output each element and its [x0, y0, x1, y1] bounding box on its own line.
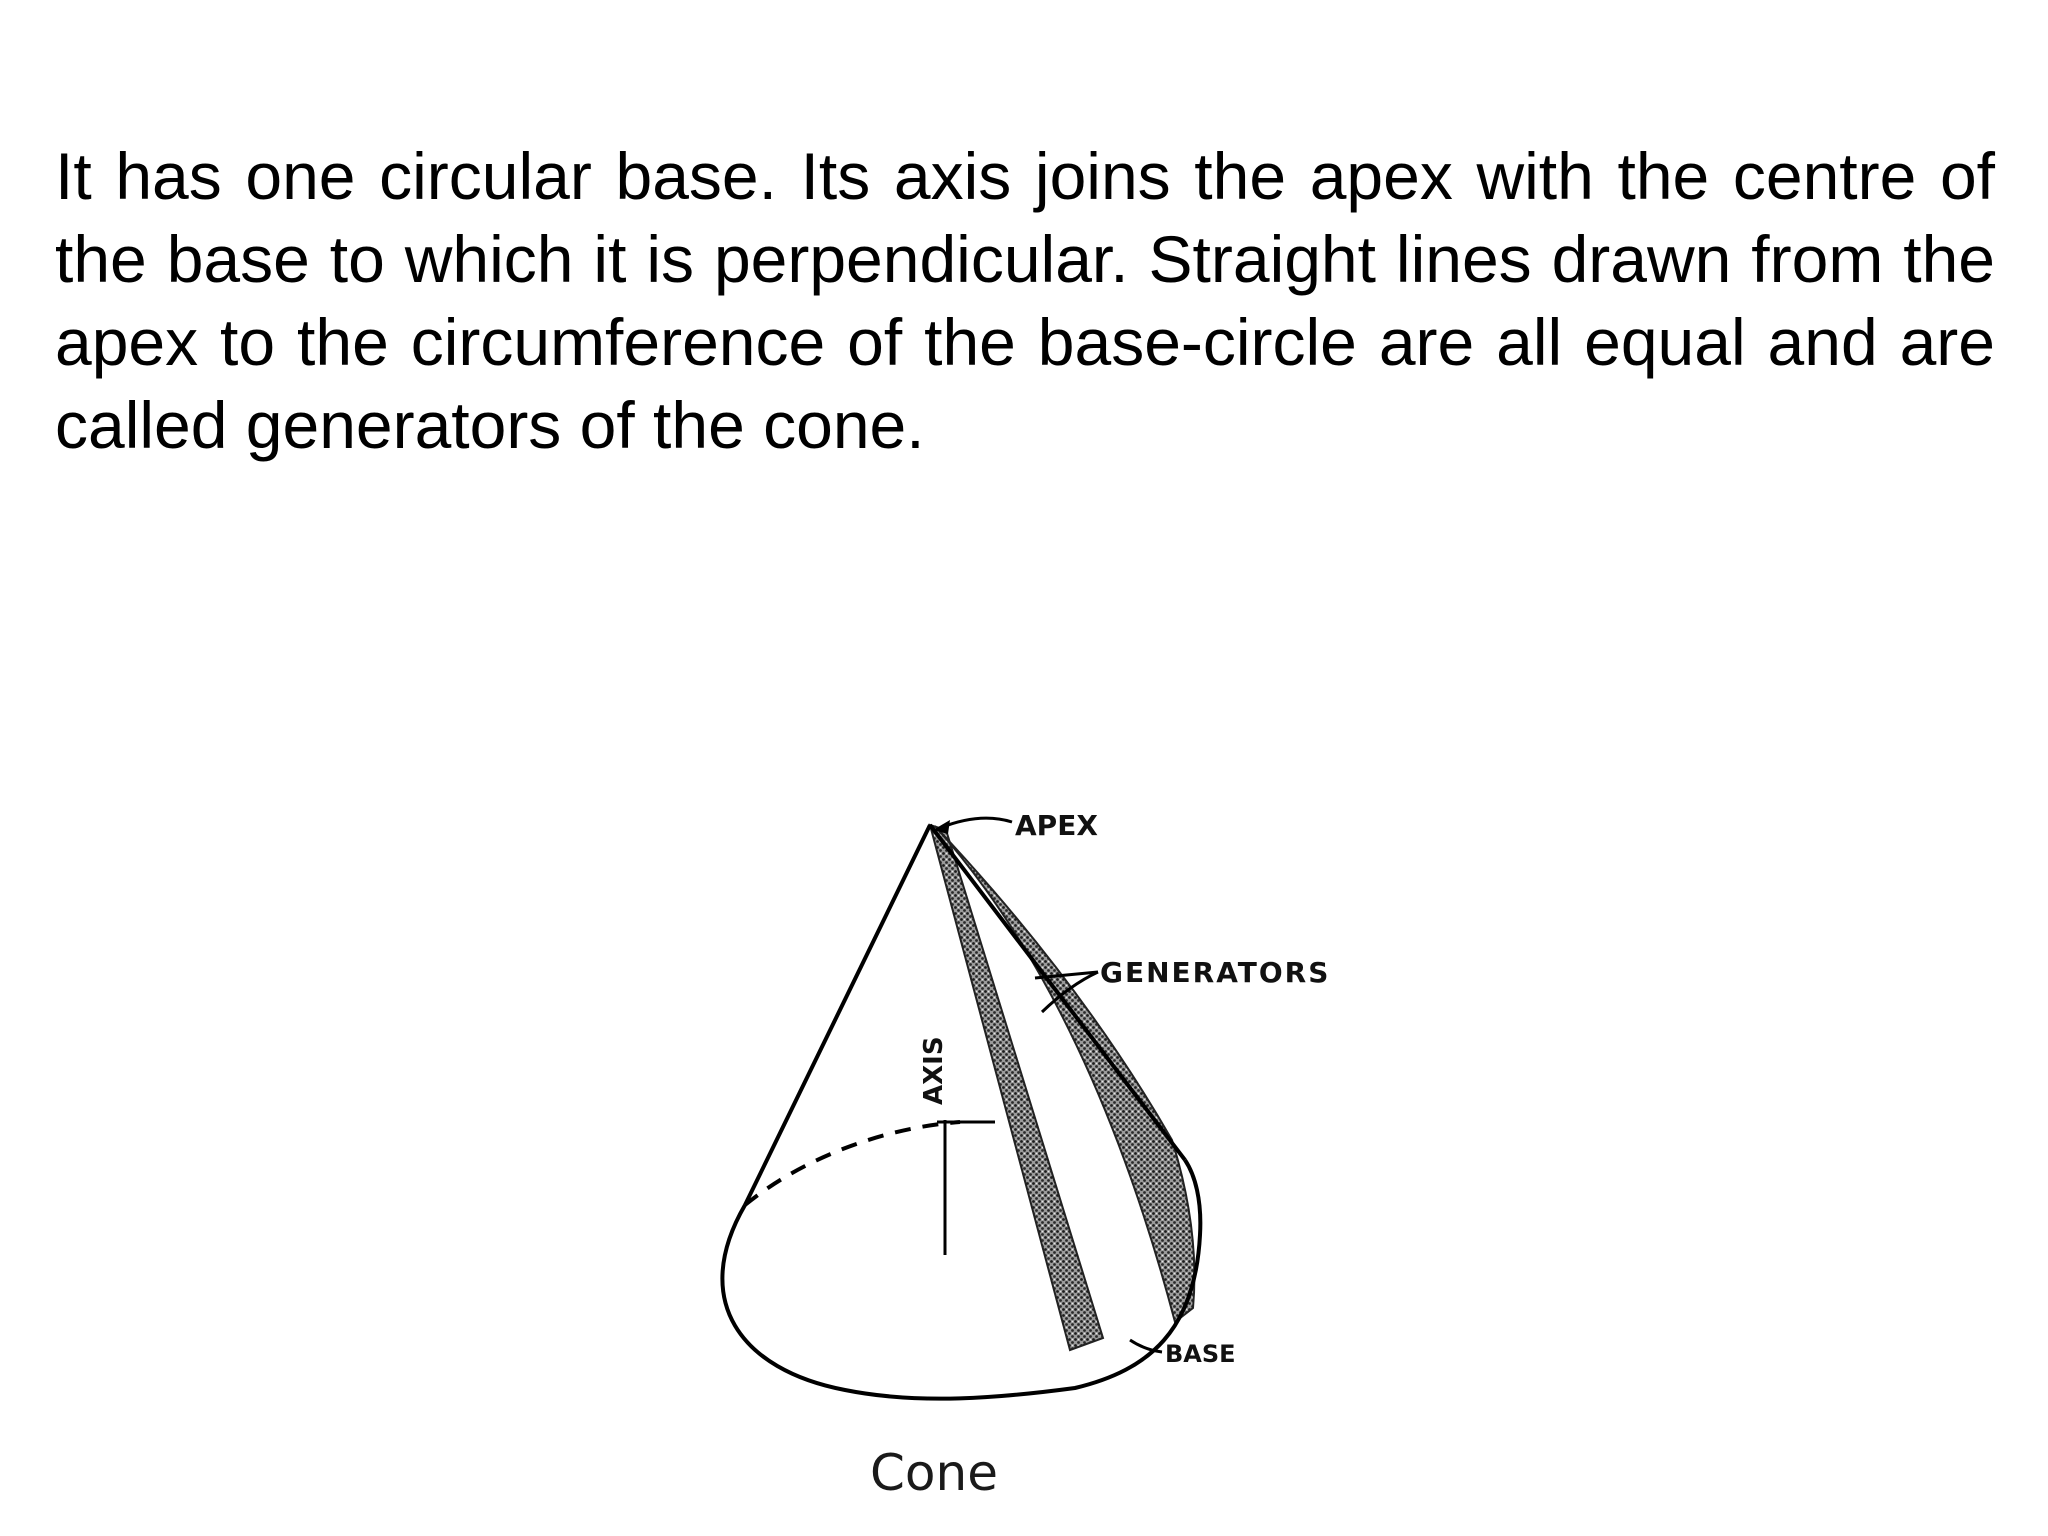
- base-label: BASE: [1165, 1340, 1236, 1368]
- figure-caption: Cone: [870, 1444, 998, 1502]
- axis-label: AXIS: [919, 1036, 949, 1105]
- generator-band-inner: [930, 825, 1103, 1350]
- description-paragraph: It has one circular base. Its axis joins the apex with the centre of the base to which it is perpendicular. Straight lines drawn from the apex to the circumference of the base-circle are all equal and are called generators of the cone.: [55, 139, 1995, 462]
- cone-left-edge: [745, 825, 930, 1205]
- cone-right-edge: [930, 825, 1185, 1160]
- apex-label: APEX: [1015, 809, 1098, 842]
- generators-label: GENERATORS: [1100, 956, 1331, 989]
- base-front-arc: [722, 1160, 1200, 1399]
- apex-leader: [940, 818, 1012, 828]
